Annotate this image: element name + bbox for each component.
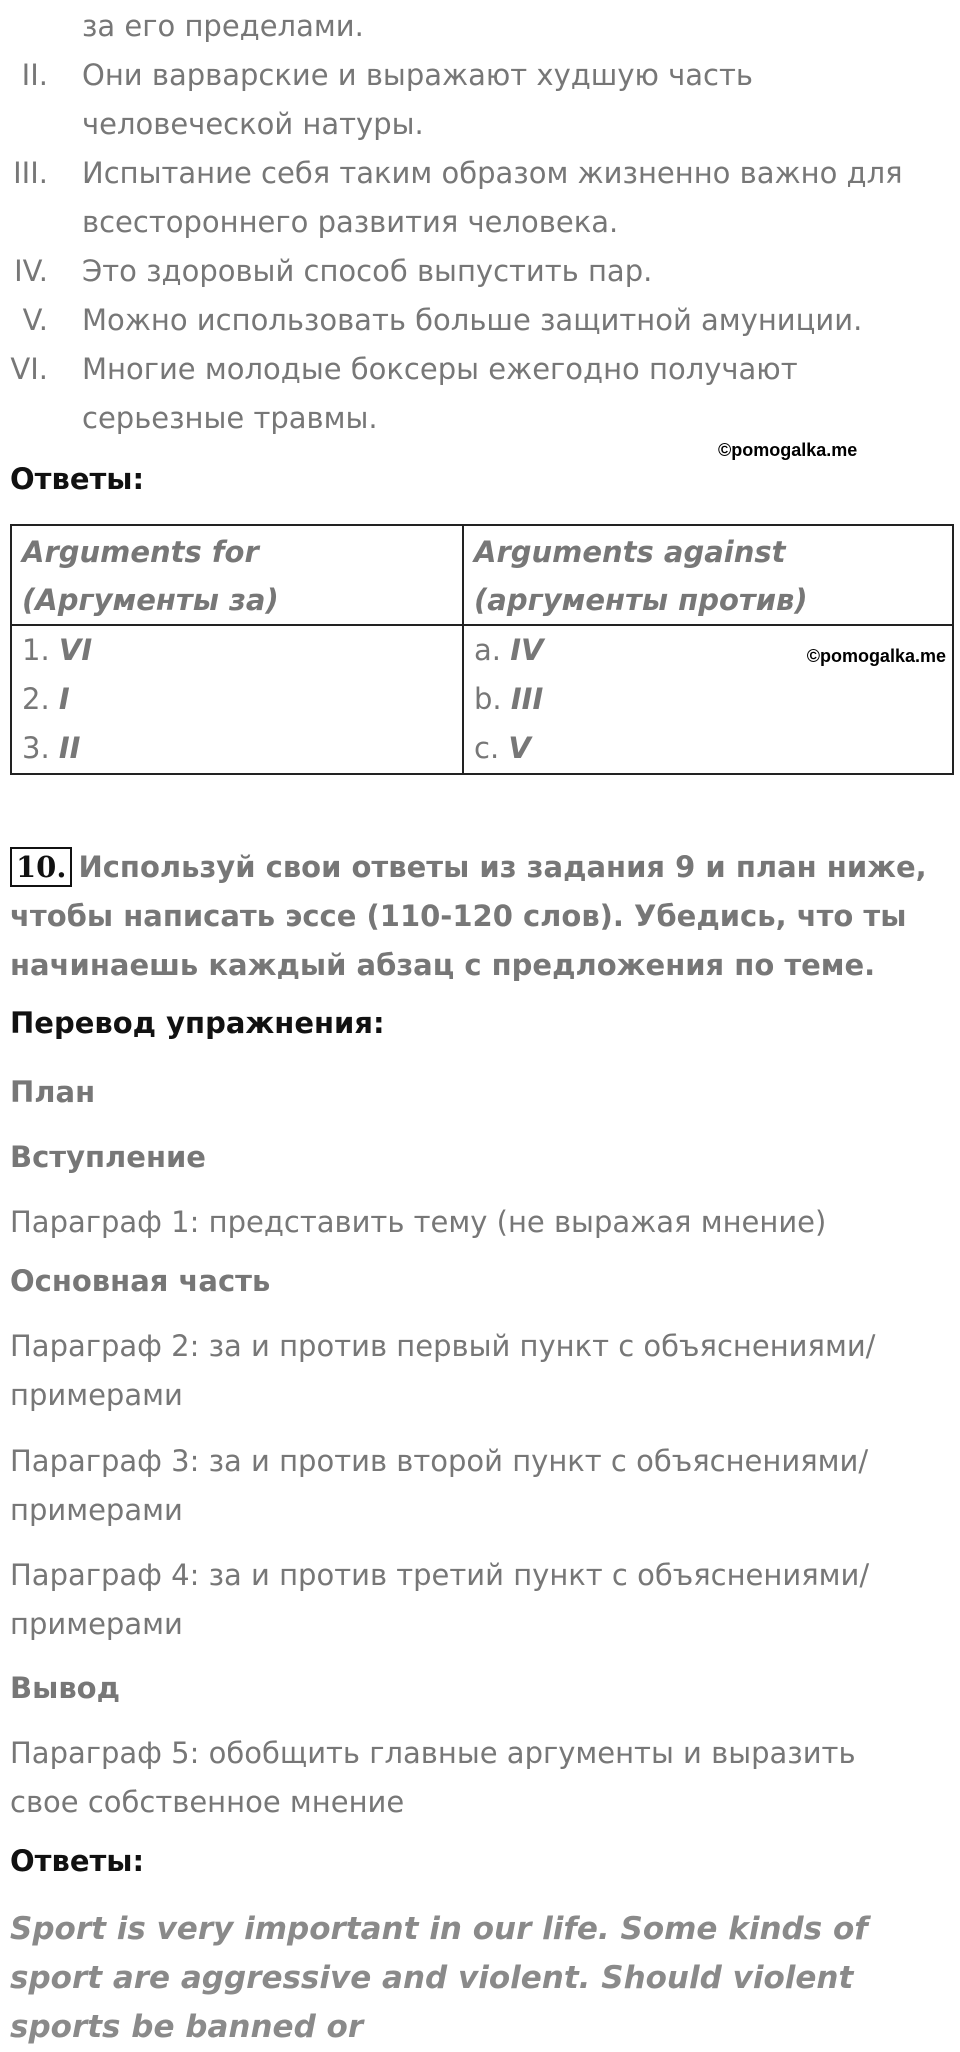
row-prefix: 1. — [22, 633, 59, 667]
paragraph-1: Параграф 1: представить тему (не выражая мнение) — [10, 1205, 827, 1239]
list-text: Это здоровый способ выпустить пар. — [82, 254, 653, 288]
list-number: III. — [13, 156, 48, 190]
row-value: V — [508, 731, 531, 765]
row-value: VI — [58, 633, 93, 667]
header-against-title: Arguments against — [474, 535, 786, 569]
plan-title: План — [10, 1075, 96, 1109]
watermark: ©pomogalka.me — [718, 440, 858, 460]
task-text: Используй свои ответы из задания 9 и план ниже, чтобы написать эссе (110-120 слов). Убедись, что ты начинаешь каждый абзац с предложения по теме. — [10, 850, 927, 982]
list-text: за его пределами. — [82, 9, 364, 43]
row-prefix: c. — [474, 731, 509, 765]
row-prefix: a. — [474, 633, 511, 667]
list-text: всестороннего развития человека. — [82, 205, 619, 239]
header-against-subtitle: (аргументы против) — [474, 583, 808, 617]
paragraph-2: Параграф 2: за и против первый пункт с объяснениями/ примерами — [10, 1329, 876, 1412]
watermark: ©pomogalka.me — [806, 646, 946, 666]
header-for-title: Arguments for — [22, 535, 259, 569]
list-number: V. — [22, 303, 48, 337]
answers-heading-2: Ответы: — [10, 1844, 145, 1878]
essay-text: Sport is very important in our life. Some kinds of sport are aggressive and violent. Should violent sports be banned or — [10, 1911, 868, 2045]
list-text: Многие молодые боксеры ежегодно получают — [82, 352, 798, 386]
header-for-subtitle: (Аргументы за) — [22, 583, 279, 617]
header-against — [463, 525, 953, 625]
list-number: VI. — [10, 352, 48, 386]
conclusion-heading: Вывод — [10, 1671, 121, 1705]
table-row — [22, 626, 452, 675]
row-value: IV — [510, 633, 544, 667]
list-text: Они варварские и выражают худшую часть — [82, 58, 753, 92]
row-value: III — [510, 682, 544, 716]
table-row — [474, 675, 942, 724]
list-number: II. — [21, 58, 48, 92]
task-number: 10. — [10, 847, 72, 887]
row-prefix: 2. — [22, 682, 59, 716]
translation-heading: Перевод упражнения: — [10, 1006, 385, 1040]
paragraph-5: Параграф 5: обобщить главные аргументы и выразить свое собственное мнение — [10, 1736, 856, 1819]
answers-table — [10, 524, 954, 775]
for-answers-cell — [11, 625, 463, 774]
task-10 — [10, 843, 950, 990]
table-row — [22, 675, 452, 724]
table-row — [474, 724, 942, 773]
main-heading: Основная часть — [10, 1264, 271, 1298]
row-value: II — [58, 731, 81, 765]
row-value: I — [58, 682, 70, 716]
intro-heading: Вступление — [10, 1140, 206, 1174]
list-text: Можно использовать больше защитной амуниции. — [82, 303, 863, 337]
list-text: Испытание себя таким образом жизненно важно для — [82, 156, 903, 190]
header-for — [11, 525, 463, 625]
table-row — [22, 724, 452, 773]
paragraph-3: Параграф 3: за и против второй пункт с объяснениями/ примерами — [10, 1444, 869, 1527]
list-text: серьезные травмы. — [82, 401, 378, 435]
answers-heading: Ответы: — [10, 462, 145, 496]
row-prefix: b. — [474, 682, 511, 716]
paragraph-4: Параграф 4: за и против третий пункт с объяснениями/ примерами — [10, 1558, 870, 1641]
row-prefix: 3. — [22, 731, 59, 765]
against-answers-cell — [463, 625, 953, 774]
list-number: IV. — [14, 254, 48, 288]
list-text: человеческой натуры. — [82, 107, 424, 141]
